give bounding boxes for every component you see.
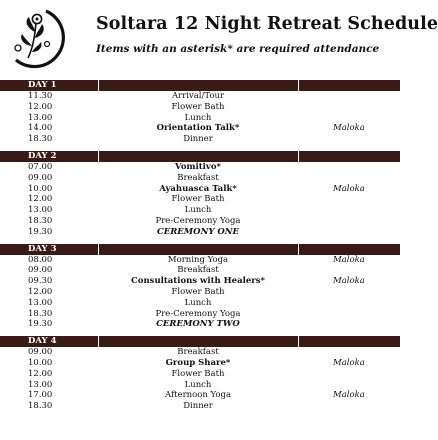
activity-cell: Pre-Ceremony Yoga	[155, 308, 241, 319]
schedule-row	[0, 184, 400, 195]
time-cell: 18.30	[28, 401, 53, 412]
activity-cell: Flower Bath	[171, 368, 225, 379]
day-label: DAY 1	[28, 80, 57, 90]
schedule-row	[0, 113, 400, 124]
day-header	[0, 336, 400, 347]
activity-cell: Lunch	[184, 379, 212, 390]
schedule-row	[0, 347, 400, 358]
activity-cell: Arrival/Tour	[171, 91, 225, 101]
activity-cell: Lunch	[184, 112, 212, 123]
schedule-row	[0, 401, 400, 412]
time-cell: 19.30	[28, 226, 53, 237]
day-header	[0, 151, 400, 162]
activity-cell: Flower Bath	[171, 286, 225, 297]
schedule-row	[0, 265, 400, 276]
time-cell: 10.00	[28, 183, 53, 194]
time-cell: 13.00	[28, 379, 53, 390]
schedule-row	[0, 102, 400, 113]
time-cell: 07.00	[28, 161, 53, 172]
schedule-row	[0, 298, 400, 309]
time-cell: 17.00	[28, 390, 53, 401]
time-cell: 10.00	[28, 357, 53, 368]
activity-cell: Flower Bath	[171, 194, 225, 205]
time-cell: 18.30	[28, 308, 53, 319]
schedule-row	[0, 134, 400, 145]
schedule-row	[0, 390, 400, 401]
column-divider	[298, 244, 299, 255]
schedule-row	[0, 194, 400, 205]
location-cell: Maloka	[333, 183, 365, 194]
activity-cell: Consultations with Healers*	[131, 276, 265, 287]
time-cell: 09.00	[28, 265, 53, 276]
time-cell: 12.00	[28, 286, 53, 297]
schedule-row	[0, 173, 400, 184]
time-cell: 12.00	[28, 194, 53, 205]
time-cell: 08.00	[28, 254, 53, 265]
time-cell: 13.00	[28, 297, 53, 308]
time-cell: 13.00	[28, 205, 53, 216]
activity-cell: Orientation Talk*	[156, 123, 240, 134]
time-cell: 12.00	[28, 101, 53, 112]
time-cell: 13.00	[28, 112, 53, 123]
activity-cell: Dinner	[183, 134, 213, 145]
activity-cell: CEREMONY ONE	[156, 226, 240, 237]
day-header	[0, 244, 400, 255]
activity-cell: Lunch	[184, 297, 212, 308]
column-divider	[298, 151, 299, 162]
location-cell: Maloka	[333, 357, 365, 368]
time-cell: 18.30	[28, 215, 53, 226]
column-divider	[98, 151, 99, 162]
schedule-row	[0, 162, 400, 173]
activity-cell: Breakfast	[177, 172, 219, 183]
time-cell: 09.00	[28, 172, 53, 183]
location-cell: Maloka	[333, 390, 365, 401]
column-divider	[98, 336, 99, 347]
schedule-row	[0, 380, 400, 391]
activity-cell: Breakfast	[177, 347, 219, 358]
activity-cell: Dinner	[183, 401, 213, 412]
column-divider	[298, 80, 299, 91]
activity-cell: Morning Yoga	[167, 254, 229, 265]
schedule-row	[0, 309, 400, 320]
schedule-row	[0, 91, 400, 102]
day-header	[0, 80, 400, 91]
schedule-row	[0, 319, 400, 330]
page-subtitle: Items with an asterisk* are required attendance	[96, 43, 380, 55]
page-title: Soltara 12 Night Retreat Schedule	[96, 14, 438, 34]
time-cell: 18.30	[28, 134, 53, 145]
schedule-row	[0, 255, 400, 266]
location-cell: Maloka	[333, 276, 365, 287]
column-divider	[98, 80, 99, 91]
time-cell: 12.00	[28, 368, 53, 379]
activity-cell: Lunch	[184, 205, 212, 216]
column-divider	[98, 244, 99, 255]
time-cell: 19.30	[28, 319, 53, 330]
activity-cell: Group Share*	[165, 357, 231, 368]
column-divider	[298, 336, 299, 347]
activity-cell: Pre-Ceremony Yoga	[155, 215, 241, 226]
day-label: DAY 2	[28, 150, 57, 161]
schedule-row	[0, 216, 400, 227]
day-label: DAY 4	[28, 336, 57, 347]
soltara-logo-icon	[6, 8, 74, 72]
activity-cell: Vomitivo*	[175, 161, 221, 172]
schedule-table	[0, 80, 400, 412]
schedule-row	[0, 123, 400, 134]
schedule-row	[0, 358, 400, 369]
location-cell: Maloka	[333, 254, 365, 265]
day-label: DAY 3	[28, 243, 57, 254]
schedule-row	[0, 369, 400, 380]
schedule-row	[0, 205, 400, 216]
activity-cell: Flower Bath	[171, 101, 225, 112]
time-cell: 14.00	[28, 123, 53, 134]
time-cell: 11.30	[28, 91, 53, 101]
activity-cell: CEREMONY TWO	[156, 319, 240, 330]
schedule-row	[0, 276, 400, 287]
time-cell: 09.30	[28, 276, 53, 287]
location-cell: Maloka	[333, 123, 365, 134]
time-cell: 09.00	[28, 347, 53, 358]
activity-cell: Ayahuasca Talk*	[159, 183, 237, 194]
activity-cell: Breakfast	[177, 265, 219, 276]
schedule-row	[0, 287, 400, 298]
schedule-row	[0, 227, 400, 238]
activity-cell: Afternoon Yoga	[164, 390, 232, 401]
